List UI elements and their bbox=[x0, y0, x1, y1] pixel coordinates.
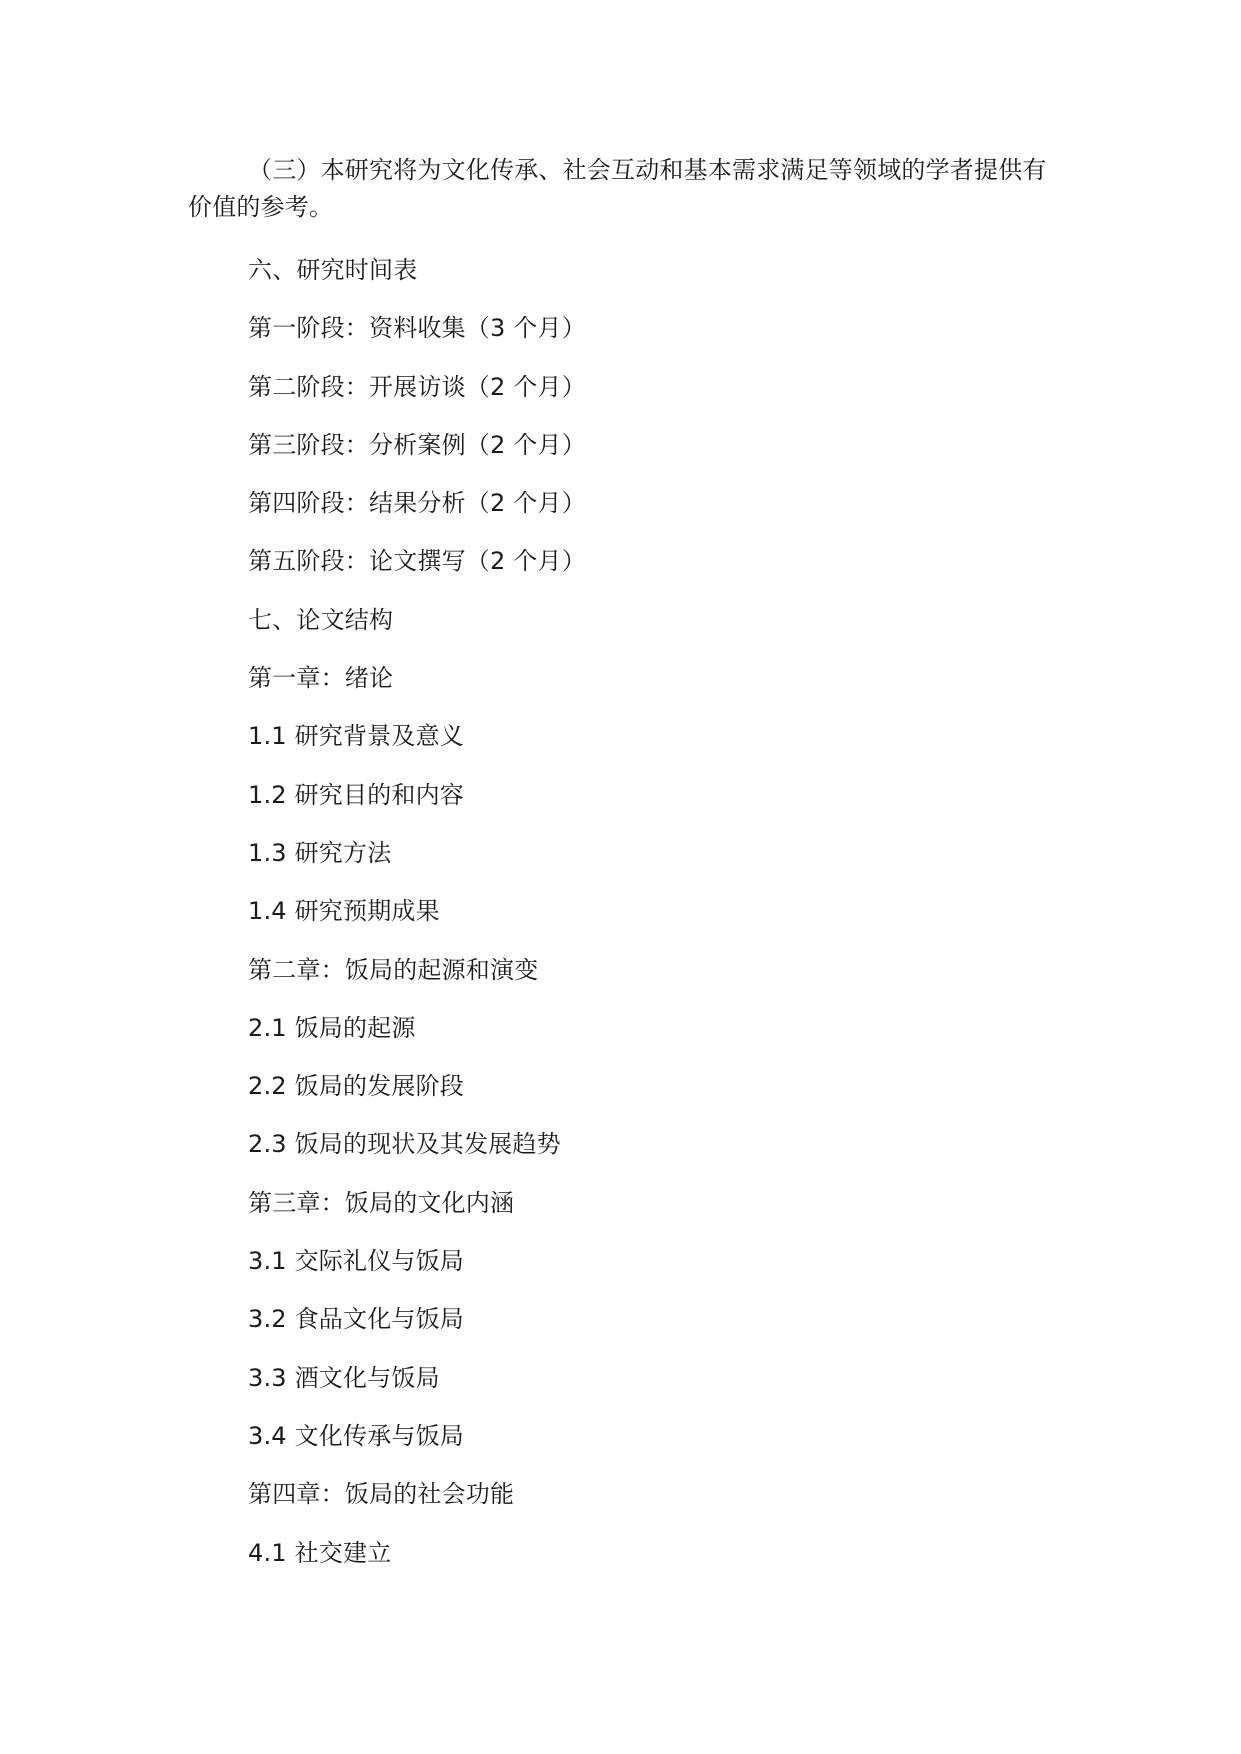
chapter-heading: 第一章：绪论 bbox=[248, 664, 394, 693]
schedule-item: 第四阶段：结果分析（2 个月） bbox=[248, 489, 586, 518]
subsection-item: 1.2 研究目的和内容 bbox=[248, 780, 464, 809]
schedule-item: 第五阶段：论文撰写（2 个月） bbox=[248, 547, 586, 576]
subsection-item: 1.4 研究预期成果 bbox=[248, 897, 440, 926]
chapter-heading: 第二章：饭局的起源和演变 bbox=[248, 955, 539, 984]
subsection-item: 3.2 食品文化与饭局 bbox=[248, 1305, 464, 1334]
subsection-item: 1.1 研究背景及意义 bbox=[248, 722, 464, 751]
subsection-item: 3.1 交际礼仪与饭局 bbox=[248, 1247, 464, 1276]
schedule-item: 第二阶段：开展访谈（2 个月） bbox=[248, 372, 586, 401]
subsection-item: 3.3 酒文化与饭局 bbox=[248, 1363, 440, 1392]
section-heading-structure: 七、论文结构 bbox=[248, 605, 394, 634]
schedule-item: 第一阶段：资料收集（3 个月） bbox=[248, 314, 586, 343]
subsection-item: 4.1 社交建立 bbox=[248, 1538, 392, 1567]
paragraph-significance: （三）本研究将为文化传承、社会互动和基本需求满足等领域的学者提供有价值的参考。 bbox=[188, 156, 1047, 221]
subsection-item: 2.1 饭局的起源 bbox=[248, 1013, 416, 1042]
chapter-heading: 第四章：饭局的社会功能 bbox=[248, 1480, 515, 1509]
chapter-heading: 第三章：饭局的文化内涵 bbox=[248, 1188, 515, 1217]
subsection-item: 1.3 研究方法 bbox=[248, 838, 392, 867]
subsection-item: 2.2 饭局的发展阶段 bbox=[248, 1072, 464, 1101]
subsection-item: 2.3 饭局的现状及其发展趋势 bbox=[248, 1130, 561, 1159]
outline-list bbox=[248, 250, 586, 1591]
section-heading-schedule: 六、研究时间表 bbox=[248, 256, 418, 284]
schedule-item: 第三阶段：分析案例（2 个月） bbox=[248, 430, 586, 459]
subsection-item: 3.4 文化传承与饭局 bbox=[248, 1421, 464, 1450]
